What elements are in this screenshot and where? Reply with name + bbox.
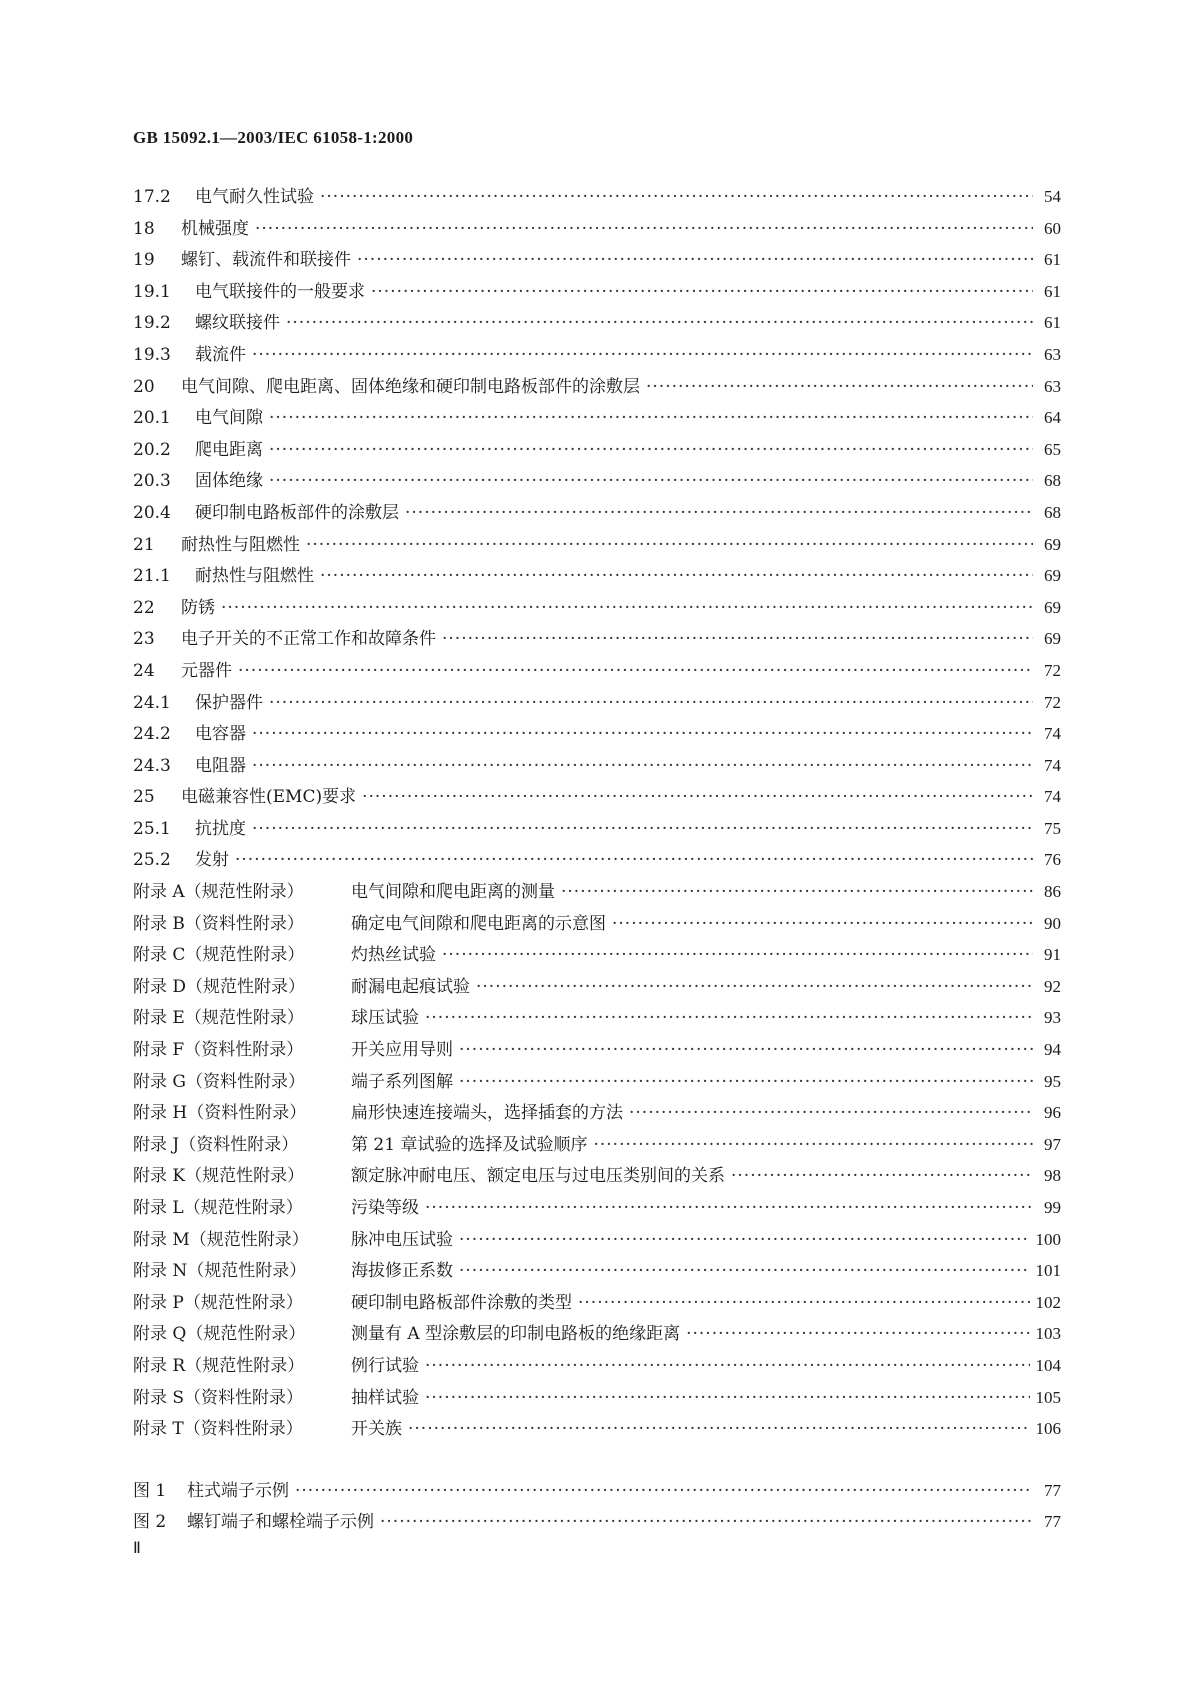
dot-leader bbox=[306, 530, 1033, 562]
toc-entry-title: 螺纹联接件 bbox=[195, 313, 280, 334]
toc-entry-page: 101 bbox=[1035, 1261, 1061, 1281]
toc-entry-number: 附录 L（规范性附录） bbox=[133, 1198, 303, 1218]
dot-leader bbox=[686, 1319, 1029, 1351]
toc-entry-number: 20.1 bbox=[133, 408, 171, 429]
dot-leader bbox=[252, 719, 1033, 751]
toc-entry-title: 硬印制电路板部件涂敷的类型 bbox=[351, 1292, 572, 1313]
toc-entry-title: 第 21 章试验的选择及试验顺序 bbox=[351, 1134, 588, 1155]
toc-entry-title: 额定脉冲耐电压、额定电压与过电压类别间的关系 bbox=[351, 1166, 725, 1187]
toc-entry-number: 21 bbox=[133, 534, 155, 555]
toc-entry-page: 77 bbox=[1044, 1480, 1061, 1500]
dot-leader bbox=[459, 1067, 1033, 1099]
toc-entry[interactable] bbox=[133, 1382, 1061, 1414]
toc-entry-title: 螺钉端子和螺栓端子示例 bbox=[187, 1512, 374, 1533]
toc-entry[interactable] bbox=[133, 1066, 1061, 1098]
dot-leader bbox=[731, 1161, 1033, 1193]
toc-entry[interactable] bbox=[133, 1350, 1061, 1382]
toc-entry-page: 60 bbox=[1044, 218, 1061, 238]
toc-entry-title: 保护器件 bbox=[195, 692, 263, 713]
toc-entry[interactable] bbox=[133, 1506, 1061, 1538]
toc-entry-page: 68 bbox=[1044, 471, 1061, 491]
dot-leader bbox=[357, 245, 1033, 277]
toc-entry-number: 24.3 bbox=[133, 755, 171, 776]
toc-entry-title: 电磁兼容性(EMC)要求 bbox=[181, 787, 357, 808]
toc-entry[interactable] bbox=[133, 1192, 1061, 1224]
toc-entry[interactable] bbox=[133, 813, 1061, 845]
toc-entry-number: 附录 J（资料性附录） bbox=[133, 1134, 299, 1155]
dot-leader bbox=[405, 498, 1033, 530]
dot-leader bbox=[255, 214, 1033, 246]
toc-entry-page: 69 bbox=[1044, 597, 1061, 617]
toc-entry[interactable] bbox=[133, 1475, 1061, 1507]
toc-entry[interactable] bbox=[133, 1255, 1061, 1287]
toc-entry-page: 93 bbox=[1044, 1008, 1061, 1028]
toc-entry-number: 附录 S（资料性附录） bbox=[133, 1387, 304, 1408]
dot-leader bbox=[561, 877, 1033, 909]
toc-entry-title: 测量有 A 型涂敷层的印制电路板的绝缘距离 bbox=[351, 1324, 681, 1345]
toc-entry-title: 电阻器 bbox=[195, 755, 246, 776]
toc-entry-page: 91 bbox=[1044, 945, 1061, 965]
toc-entry-title: 耐热性与阻燃性 bbox=[195, 566, 314, 587]
toc-entry-page: 61 bbox=[1044, 313, 1061, 333]
toc-entry-title: 耐漏电起痕试验 bbox=[351, 976, 470, 997]
dot-leader bbox=[380, 1507, 1033, 1539]
dot-leader bbox=[295, 1476, 1033, 1508]
toc-entry-title: 污染等级 bbox=[351, 1198, 419, 1218]
toc-entry-number: 附录 M（规范性附录） bbox=[133, 1229, 309, 1250]
dot-leader bbox=[425, 1193, 1033, 1225]
toc-entry-page: 103 bbox=[1035, 1324, 1061, 1344]
table-of-contents bbox=[133, 181, 1061, 1538]
toc-entry-number: 25 bbox=[133, 787, 155, 808]
toc-entry-page: 104 bbox=[1035, 1355, 1061, 1375]
toc-entry-number: 20.2 bbox=[133, 439, 171, 460]
toc-entry-title: 电气联接件的一般要求 bbox=[195, 281, 365, 302]
toc-entry[interactable] bbox=[133, 592, 1061, 624]
toc-entry-number: 24 bbox=[133, 660, 155, 681]
toc-entry-page: 74 bbox=[1044, 787, 1061, 807]
toc-entry-page: 97 bbox=[1044, 1134, 1061, 1154]
toc-entry-title: 电气耐久性试验 bbox=[195, 187, 314, 207]
toc-entry[interactable] bbox=[133, 402, 1061, 434]
dot-leader bbox=[612, 909, 1033, 941]
toc-entry-number: 19.1 bbox=[133, 281, 171, 302]
toc-entry-number: 21.1 bbox=[133, 566, 171, 587]
toc-entry-title: 电气间隙和爬电距离的测量 bbox=[351, 882, 555, 903]
toc-entry-title: 硬印制电路板部件的涂敷层 bbox=[195, 502, 399, 523]
toc-entry[interactable] bbox=[133, 655, 1061, 687]
dot-leader bbox=[425, 1383, 1030, 1415]
toc-entry-number: 附录 Q（规范性附录） bbox=[133, 1324, 306, 1345]
toc-entry-number: 19.3 bbox=[133, 344, 171, 365]
toc-entry-number: 23 bbox=[133, 629, 155, 650]
toc-entry-page: 96 bbox=[1044, 1103, 1061, 1123]
section-gap bbox=[133, 1445, 1061, 1475]
toc-entry-page: 65 bbox=[1044, 439, 1061, 459]
toc-entry[interactable] bbox=[133, 971, 1061, 1003]
toc-entry-number: 24.1 bbox=[133, 692, 171, 713]
toc-entry[interactable] bbox=[133, 1318, 1061, 1350]
toc-entry-page: 61 bbox=[1044, 250, 1061, 270]
toc-entry-title: 抗扰度 bbox=[195, 818, 246, 839]
dot-leader bbox=[252, 340, 1033, 372]
dot-leader bbox=[629, 1098, 1033, 1130]
toc-entry-page: 94 bbox=[1044, 1040, 1061, 1060]
dot-leader bbox=[235, 845, 1033, 877]
dot-leader bbox=[578, 1288, 1030, 1320]
toc-entry-page: 77 bbox=[1044, 1512, 1061, 1532]
toc-entry[interactable] bbox=[133, 434, 1061, 466]
toc-entry-page: 69 bbox=[1044, 566, 1061, 586]
toc-entry-page: 100 bbox=[1035, 1229, 1061, 1249]
toc-entry-page: 74 bbox=[1044, 755, 1061, 775]
toc-entry-number: 附录 E（规范性附录） bbox=[133, 1008, 304, 1029]
toc-entry-number: 附录 C（规范性附录） bbox=[133, 945, 305, 966]
dot-leader bbox=[362, 782, 1033, 814]
toc-entry-number: 附录 T（资料性附录） bbox=[133, 1419, 303, 1440]
dot-leader bbox=[459, 1256, 1030, 1288]
toc-entry[interactable] bbox=[133, 844, 1061, 876]
dot-leader bbox=[442, 940, 1033, 972]
toc-entry-title: 电气间隙、爬电距离、固体绝缘和硬印制电路板部件的涂敷层 bbox=[181, 376, 640, 397]
toc-entry-number: 图 2 bbox=[133, 1512, 167, 1533]
toc-entry[interactable] bbox=[133, 497, 1061, 529]
toc-entry-number: 附录 K（规范性附录） bbox=[133, 1166, 305, 1187]
toc-entry-title: 爬电距离 bbox=[195, 439, 263, 460]
toc-entry-number: 20.3 bbox=[133, 471, 171, 492]
toc-entry-title: 螺钉、载流件和联接件 bbox=[181, 250, 351, 271]
toc-entry-number: 18 bbox=[133, 218, 155, 239]
dot-leader bbox=[320, 561, 1033, 593]
toc-entry[interactable] bbox=[133, 276, 1061, 308]
dot-leader bbox=[269, 435, 1033, 467]
toc-entry[interactable] bbox=[133, 465, 1061, 497]
toc-entry[interactable] bbox=[133, 718, 1061, 750]
toc-entry-page: 63 bbox=[1044, 344, 1061, 364]
toc-entry-title: 载流件 bbox=[195, 344, 246, 365]
toc-entry-title: 开关应用导则 bbox=[351, 1040, 453, 1061]
toc-entry-number: 19.2 bbox=[133, 313, 171, 334]
toc-entry-number: 附录 D（规范性附录） bbox=[133, 976, 306, 997]
toc-entry-page: 99 bbox=[1044, 1198, 1061, 1217]
toc-entry[interactable] bbox=[133, 1097, 1061, 1129]
dot-leader bbox=[425, 1003, 1033, 1035]
toc-entry[interactable] bbox=[133, 1413, 1061, 1445]
dot-leader bbox=[408, 1414, 1030, 1446]
toc-entry-number: 17.2 bbox=[133, 187, 171, 207]
dot-leader bbox=[252, 814, 1033, 846]
toc-entry-number: 19 bbox=[133, 250, 155, 271]
toc-entry[interactable] bbox=[133, 1224, 1061, 1256]
toc-entry-page: 105 bbox=[1035, 1387, 1061, 1407]
toc-entry-number: 附录 F（资料性附录） bbox=[133, 1040, 304, 1061]
toc-entry[interactable] bbox=[133, 560, 1061, 592]
toc-entry-number: 24.2 bbox=[133, 724, 171, 745]
toc-entry-number: 22 bbox=[133, 597, 155, 618]
dot-leader bbox=[221, 593, 1033, 625]
toc-entry-number: 20 bbox=[133, 376, 155, 397]
dot-leader bbox=[646, 372, 1033, 404]
toc-entry-page: 98 bbox=[1044, 1166, 1061, 1186]
toc-entry-title: 耐热性与阻燃性 bbox=[181, 534, 300, 555]
toc-entry-number: 附录 R（规范性附录） bbox=[133, 1355, 305, 1376]
toc-entry-number: 附录 H（资料性附录） bbox=[133, 1103, 307, 1124]
toc-entry-title: 脉冲电压试验 bbox=[351, 1229, 453, 1250]
toc-entry-title: 确定电气间隙和爬电距离的示意图 bbox=[351, 913, 606, 934]
toc-entry[interactable] bbox=[133, 339, 1061, 371]
dot-leader bbox=[593, 1130, 1033, 1162]
toc-entry-page: 72 bbox=[1044, 692, 1061, 712]
toc-entry[interactable] bbox=[133, 307, 1061, 339]
toc-entry-page: 61 bbox=[1044, 281, 1061, 301]
toc-entry-page: 76 bbox=[1044, 850, 1061, 870]
toc-entry[interactable] bbox=[133, 1034, 1061, 1066]
dot-leader bbox=[459, 1035, 1033, 1067]
dot-leader bbox=[269, 403, 1033, 435]
dot-leader bbox=[371, 277, 1033, 309]
dot-leader bbox=[269, 688, 1033, 720]
toc-entry-title: 电气间隙 bbox=[195, 408, 263, 429]
toc-entry-title: 海拔修正系数 bbox=[351, 1261, 453, 1282]
dot-leader bbox=[476, 972, 1033, 1004]
toc-entry[interactable] bbox=[133, 213, 1061, 245]
toc-entry-number: 附录 N（规范性附录） bbox=[133, 1261, 307, 1282]
toc-entry[interactable] bbox=[133, 244, 1061, 276]
dot-leader bbox=[459, 1225, 1030, 1257]
toc-entry-page: 106 bbox=[1035, 1419, 1061, 1439]
toc-entry-page: 102 bbox=[1035, 1292, 1061, 1312]
page-number: Ⅱ bbox=[133, 1540, 141, 1557]
toc-entry-number: 附录 B（资料性附录） bbox=[133, 913, 304, 934]
toc-entry-page: 92 bbox=[1044, 976, 1061, 996]
toc-entry-page: 75 bbox=[1044, 818, 1061, 838]
toc-entry-title: 灼热丝试验 bbox=[351, 945, 436, 966]
toc-entry[interactable] bbox=[133, 687, 1061, 719]
toc-entry-title: 抽样试验 bbox=[351, 1387, 419, 1408]
dot-leader bbox=[269, 466, 1033, 498]
toc-entry-title: 扁形快速连接端头，选择插套的方法 bbox=[351, 1103, 623, 1124]
toc-entry-page: 74 bbox=[1044, 724, 1061, 744]
toc-entry[interactable] bbox=[133, 529, 1061, 561]
toc-entry-page: 90 bbox=[1044, 913, 1061, 933]
toc-entry-number: 25.2 bbox=[133, 850, 171, 871]
toc-entry-page: 68 bbox=[1044, 502, 1061, 522]
toc-entry-title: 电容器 bbox=[195, 724, 246, 745]
toc-entry-page: 63 bbox=[1044, 376, 1061, 396]
toc-entry-title: 元器件 bbox=[181, 660, 232, 681]
toc-entry-title: 端子系列图解 bbox=[351, 1071, 453, 1092]
toc-entry-title: 柱式端子示例 bbox=[187, 1480, 289, 1501]
toc-entry[interactable] bbox=[133, 1160, 1061, 1192]
toc-entry[interactable] bbox=[133, 623, 1061, 655]
dot-leader bbox=[320, 182, 1033, 214]
toc-entry[interactable] bbox=[133, 876, 1061, 908]
toc-entry-title: 球压试验 bbox=[351, 1008, 419, 1029]
toc-entry[interactable] bbox=[133, 181, 1061, 213]
toc-entry-title: 发射 bbox=[195, 850, 229, 871]
toc-entry-title: 机械强度 bbox=[181, 218, 249, 239]
dot-leader bbox=[286, 308, 1033, 340]
dot-leader bbox=[425, 1351, 1030, 1383]
toc-entry-page: 54 bbox=[1044, 187, 1061, 206]
toc-entry-title: 开关族 bbox=[351, 1419, 402, 1440]
toc-entry[interactable] bbox=[133, 371, 1061, 403]
toc-entry-page: 64 bbox=[1044, 408, 1061, 428]
toc-entry-number: 25.1 bbox=[133, 818, 171, 839]
dot-leader bbox=[252, 751, 1033, 783]
toc-entry[interactable] bbox=[133, 1002, 1061, 1034]
toc-entry[interactable] bbox=[133, 908, 1061, 940]
toc-entry-title: 固体绝缘 bbox=[195, 471, 263, 492]
toc-entry-number: 附录 P（规范性附录） bbox=[133, 1292, 303, 1313]
toc-entry-title: 防锈 bbox=[181, 597, 215, 618]
toc-entry-title: 例行试验 bbox=[351, 1355, 419, 1376]
toc-entry-number: 附录 A（规范性附录） bbox=[133, 882, 304, 903]
toc-entry-number: 图 1 bbox=[133, 1480, 167, 1501]
dot-leader bbox=[442, 624, 1033, 656]
dot-leader bbox=[238, 656, 1033, 688]
toc-entry[interactable] bbox=[133, 781, 1061, 813]
toc-entry-title: 电子开关的不正常工作和故障条件 bbox=[181, 629, 436, 650]
toc-entry-number: 附录 G（资料性附录） bbox=[133, 1071, 305, 1092]
toc-entry-page: 86 bbox=[1044, 882, 1061, 902]
toc-entry[interactable] bbox=[133, 750, 1061, 782]
toc-entry-page: 72 bbox=[1044, 660, 1061, 680]
toc-entry[interactable] bbox=[133, 1287, 1061, 1319]
toc-entry-number: 20.4 bbox=[133, 502, 171, 523]
toc-entry[interactable] bbox=[133, 939, 1061, 971]
document-header: GB 15092.1—2003/IEC 61058-1:2000 bbox=[133, 128, 414, 147]
toc-entry[interactable] bbox=[133, 1129, 1061, 1161]
toc-entry-page: 95 bbox=[1044, 1071, 1061, 1091]
toc-entry-page: 69 bbox=[1044, 629, 1061, 649]
toc-entry-page: 69 bbox=[1044, 534, 1061, 554]
